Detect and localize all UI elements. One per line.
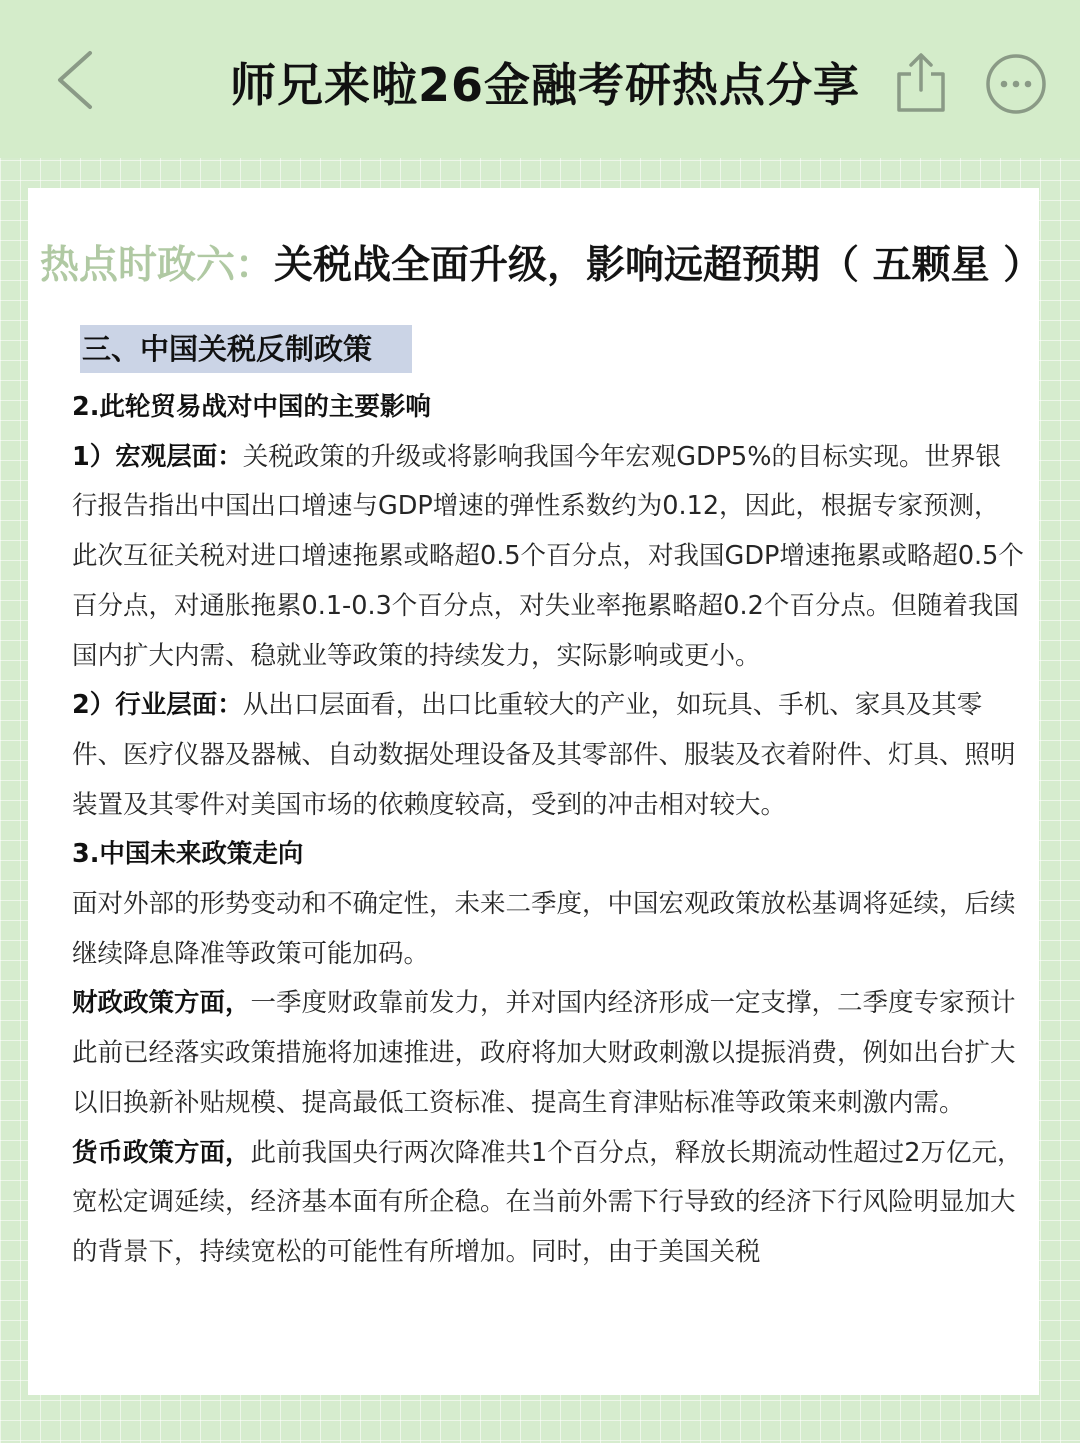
paragraph-outlook: 面对外部的形势变动和不确定性，未来二季度，中国宏观政策放松基调将延续，后续继续降息降准等政策可能加码。 [72, 889, 1016, 969]
subheading-impact: 2.此轮贸易战对中国的主要影响 [72, 392, 431, 422]
subheading-policy: 3.中国未来政策走向 [72, 839, 304, 870]
paragraph-industry-text: 从出口层面看，出口比重较大的产业，如玩具、手机、家具及其零件、医疗仪器及器械、自动数据处理设备及其零部件、服装及衣着附件、灯具、照明装置及其零件对美国市场的依赖度较高，受到的冲击相对较大。 [72, 690, 1016, 820]
top-bar [0, 0, 1080, 158]
chevron-left-icon[interactable] [50, 45, 120, 115]
share-icon[interactable] [893, 50, 949, 114]
paragraph-monetary-lead: 货币政策方面， [72, 1137, 251, 1168]
paragraph-monetary-text: 此前我国央行两次降准共1个百分点，释放长期流动性超过2万亿元，宽松定调延续，经济基本面有所企稳。在当前外需下行导致的经济下行风险明显加大的背景下，持续宽松的可能性有所增加。同时，由于美国关税 [72, 1137, 1023, 1267]
paragraph-fiscal-text: 一季度财政靠前发力，并对国内经济形成一定支撑，二季度专家预计此前已经落实政策措施将加速推进，政府将加大财政刺激以提振消费，例如出台扩大以旧换新补贴规模、提高最低工资标准、提高生育津贴标准等政策来刺激内需。 [72, 988, 1016, 1118]
paragraph-monetary [72, 1129, 1024, 1278]
section-label: 三、中国关税反制政策 [80, 325, 412, 373]
paragraph-fiscal-lead: 财政政策方面， [72, 988, 251, 1019]
heading-main: 关税战全面升级，影响远超预期（ 五颗星 ） [274, 243, 1043, 288]
paragraph-macro [72, 433, 1024, 682]
paragraph-macro-lead: 1）宏观层面： [72, 441, 243, 472]
paragraph-fiscal [72, 979, 1024, 1128]
page-title: 师兄来啦26金融考研热点分享 [229, 58, 860, 112]
paragraph-macro-text: 关税政策的升级或将影响我国今年宏观GDP5%的目标实现。世界银行报告指出中国出口增速与GDP增速的弹性系数约为0.12，因此，根据专家预测，此次互征关税对进口增速拖累或略超0.5个百分点，对我国GDP增速拖累或略超0.5个百分点，对通胀拖累0.1-0.3个百分点，对失业率拖累略超0.2个百分点。但随着我国国内扩大内需、稳就业等政策的持续发力，实际影响或更小。 [72, 441, 1024, 671]
article-body [72, 383, 1024, 1278]
paragraph-industry-lead: 2）行业层面： [72, 690, 243, 721]
paragraph-industry [72, 681, 1024, 830]
heading-prefix: 热点时政六： [40, 243, 275, 288]
more-icon[interactable] [985, 53, 1047, 115]
hotspot-heading [40, 236, 1043, 296]
content-card [28, 188, 1043, 1395]
